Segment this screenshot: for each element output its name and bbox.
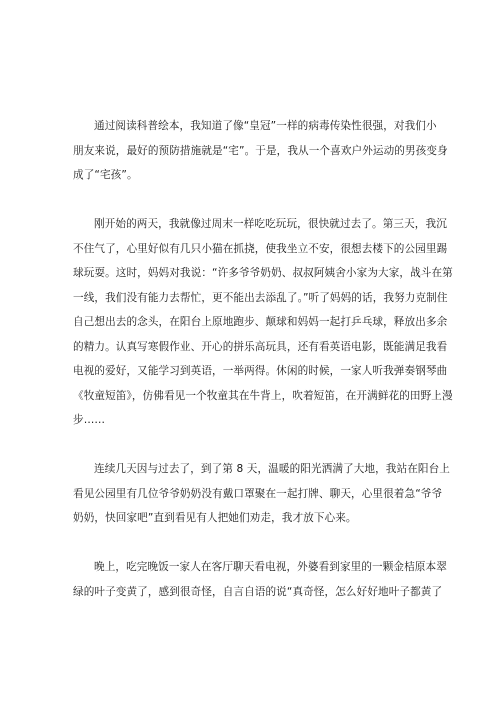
paragraph-gap [73,433,419,458]
paragraph-2-line-2: 不住气了，心里好似有几只小猫在抓挠，使我坐立不安，很想去楼下的公园里踢 [73,242,448,255]
paragraph-1-line-1: 通过阅读科普绘本，我知道了像“皇冠”一样的病毒传染性很强，对我们小 [94,120,437,132]
paragraph-4-line-1: 晚上，吃完晚饭一家人在客厅聊天看电视，外婆看到家里的一颗金桔原本翠 [94,561,447,573]
paragraph-2-line-5: 自己想出去的念头，在阳台上原地跑步、颠球和妈妈一起打乒乓球，释放出多余 [73,316,448,328]
paragraph-4 [73,555,447,604]
paragraph-4-line-2: 绿的叶子变黄了，感到很奇怪，自言自语的说“真奇怪，怎么好好地叶子都黄了 [73,585,443,598]
paragraph-2-line-9: 步…… [73,414,106,426]
paragraph-3-line-1: 连续几天因与过去了，到了第 8 天，温暖的阳光洒满了大地，我站在阳台上 [94,463,450,475]
paragraph-3-line-2: 看见公园里有几位爷爷奶奶没有戴口罩聚在一起打牌、聊天，心里很着急“爷爷 [73,487,443,500]
paragraph-2-line-4: 一线，我们没有能力去帮忙，更不能出去添乱了。”听了妈妈的话，我努力克制住 [73,291,448,304]
paragraph-gap [73,188,419,213]
paragraph-2-line-6: 的精力。认真写寒假作业、开心的拼乐高玩具，还有看英语电影，既能满足我看 [73,340,448,353]
paragraph-2-line-8: 《牧童短笛》，仿佛看见一个牧童其在牛背上，吹着短笛，在开满鲜花的田野上漫 [73,389,453,402]
paragraph-3-line-3: 奶奶，快回家吧”直到看见有人把她们劝走，我才放下心来。 [73,512,357,524]
paragraph-3 [73,457,450,531]
paragraph-2-line-3: 球玩耍。这时，妈妈对我说：“许多爷爷奶奶、叔叔阿姨舍小家为大家，战斗在第 [73,267,453,279]
paragraph-1-line-3: 成了“宅孩”。 [73,169,138,181]
paragraph-gap [73,531,419,556]
paragraph-2-line-7: 电视的爱好，又能学习到英语，一举两得。休闲的时候，一家人听我弹奏钢琴曲 [73,365,448,377]
article-body [73,114,453,604]
paragraph-1 [73,114,448,188]
paragraph-2 [73,212,453,433]
paragraph-2-line-1: 刚开始的两天，我就像过周末一样吃吃玩玩，很快就过去了。第三天，我沉 [94,218,447,230]
paragraph-1-line-2: 朋友来说，最好的预防措施就是“宅”。于是，我从一个喜欢户外运动的男孩变身 [73,144,448,157]
